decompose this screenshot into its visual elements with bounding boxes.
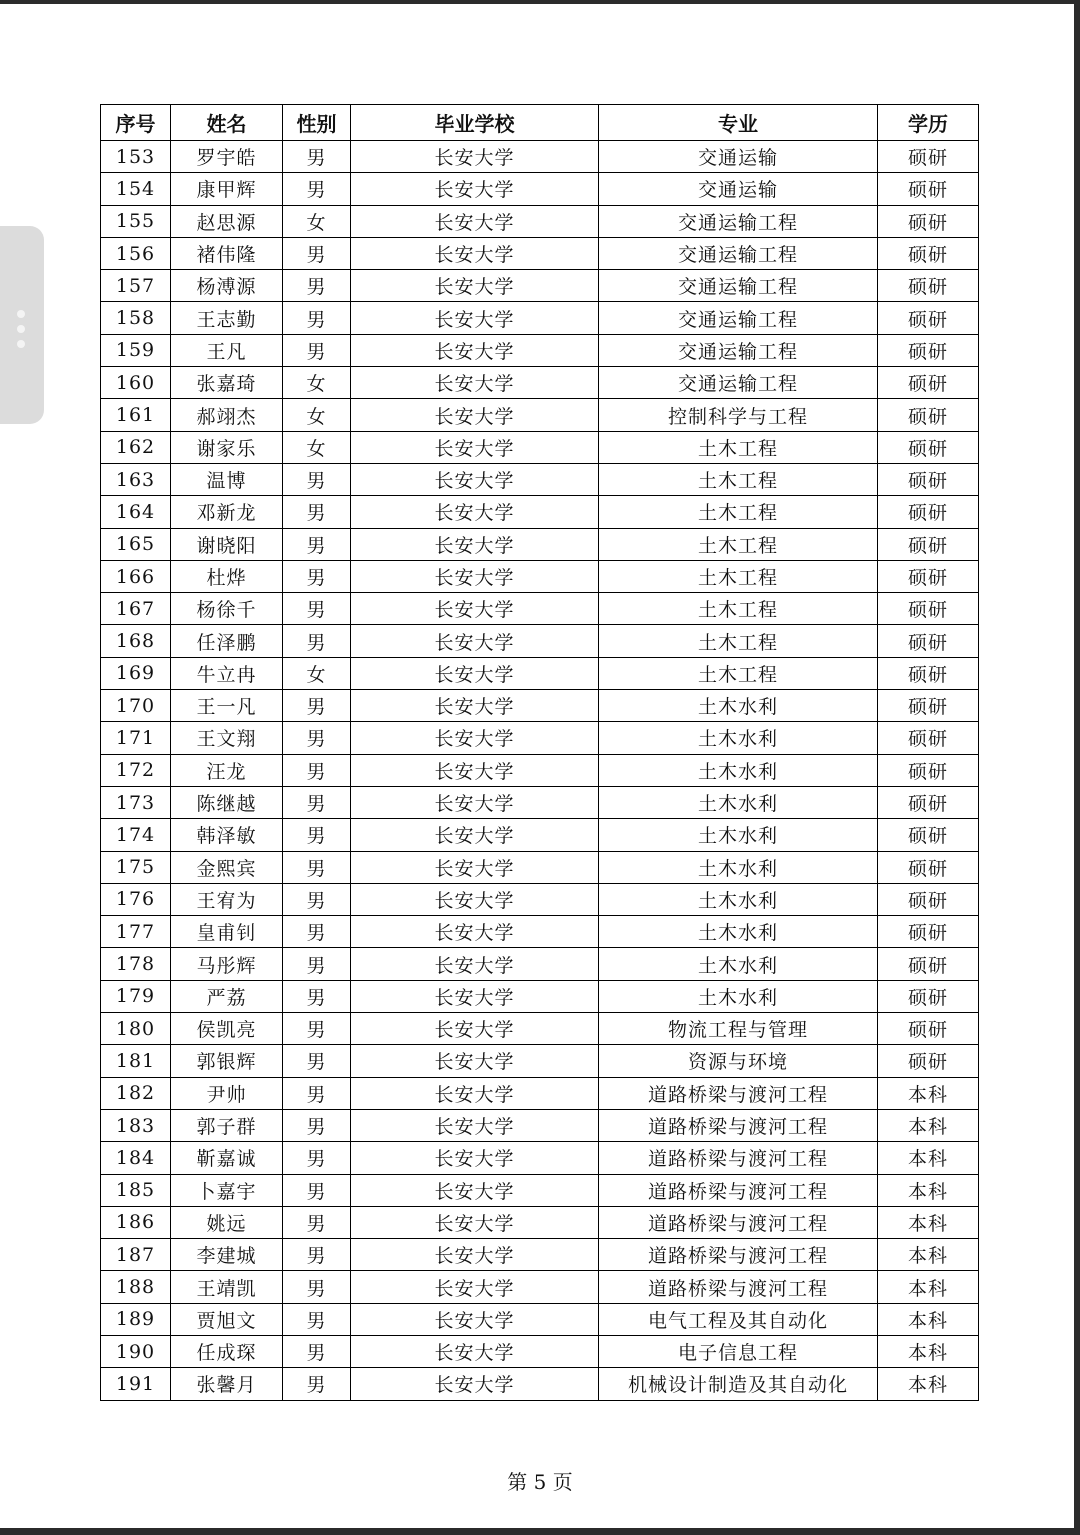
cell-gender: 男 (283, 302, 351, 334)
cell-name: 张嘉琦 (171, 367, 283, 399)
cell-gender: 男 (283, 722, 351, 754)
cell-degree: 硕研 (878, 334, 979, 366)
cell-major: 机械设计制造及其自动化 (599, 1368, 878, 1400)
cell-school: 长安大学 (351, 1174, 599, 1206)
cell-major: 道路桥梁与渡河工程 (599, 1109, 878, 1141)
table-row (101, 141, 979, 173)
cell-degree: 本科 (878, 1077, 979, 1109)
cell-name: 王文翔 (171, 722, 283, 754)
table-row (101, 560, 979, 592)
cell-gender: 男 (283, 1271, 351, 1303)
cell-name: 张馨月 (171, 1368, 283, 1400)
table-row (101, 883, 979, 915)
cell-index: 154 (101, 173, 171, 205)
cell-name: 杜烨 (171, 560, 283, 592)
cell-index: 153 (101, 141, 171, 173)
cell-degree: 硕研 (878, 1013, 979, 1045)
cell-school: 长安大学 (351, 593, 599, 625)
cell-index: 190 (101, 1335, 171, 1367)
table-row (101, 1077, 979, 1109)
cell-gender: 女 (283, 657, 351, 689)
cell-major: 土木工程 (599, 463, 878, 495)
cell-school: 长安大学 (351, 657, 599, 689)
cell-school: 长安大学 (351, 819, 599, 851)
cell-degree: 硕研 (878, 141, 979, 173)
cell-school: 长安大学 (351, 1368, 599, 1400)
cell-index: 159 (101, 334, 171, 366)
cell-gender: 男 (283, 1045, 351, 1077)
cell-school: 长安大学 (351, 1109, 599, 1141)
cell-major: 交通运输工程 (599, 367, 878, 399)
cell-gender: 男 (283, 1013, 351, 1045)
cell-gender: 男 (283, 1368, 351, 1400)
cell-major: 交通运输工程 (599, 302, 878, 334)
cell-degree: 硕研 (878, 657, 979, 689)
table-row (101, 657, 979, 689)
cell-degree: 硕研 (878, 1045, 979, 1077)
cell-name: 皇甫钊 (171, 916, 283, 948)
cell-major: 土木水利 (599, 722, 878, 754)
table-row (101, 1239, 979, 1271)
cell-gender: 男 (283, 1239, 351, 1271)
cell-gender: 男 (283, 1303, 351, 1335)
table-row (101, 1142, 979, 1174)
cell-school: 长安大学 (351, 948, 599, 980)
cell-index: 178 (101, 948, 171, 980)
cell-gender: 男 (283, 1142, 351, 1174)
cell-major: 交通运输工程 (599, 237, 878, 269)
cell-index: 188 (101, 1271, 171, 1303)
cell-gender: 男 (283, 463, 351, 495)
cell-degree: 硕研 (878, 173, 979, 205)
cell-school: 长安大学 (351, 786, 599, 818)
cell-degree: 硕研 (878, 819, 979, 851)
cell-major: 土木水利 (599, 754, 878, 786)
table-row (101, 690, 979, 722)
cell-school: 长安大学 (351, 173, 599, 205)
cell-degree: 硕研 (878, 431, 979, 463)
cell-degree: 本科 (878, 1206, 979, 1238)
cell-name: 王宥为 (171, 883, 283, 915)
cell-name: 任泽鹏 (171, 625, 283, 657)
cell-gender: 男 (283, 948, 351, 980)
cell-major: 交通运输 (599, 141, 878, 173)
cell-index: 187 (101, 1239, 171, 1271)
cell-gender: 男 (283, 528, 351, 560)
cell-gender: 女 (283, 399, 351, 431)
cell-gender: 男 (283, 1335, 351, 1367)
cell-major: 土木水利 (599, 980, 878, 1012)
cell-gender: 男 (283, 141, 351, 173)
cell-major: 电子信息工程 (599, 1335, 878, 1367)
table-row (101, 270, 979, 302)
cell-gender: 男 (283, 1109, 351, 1141)
cell-school: 长安大学 (351, 431, 599, 463)
cell-index: 167 (101, 593, 171, 625)
cell-name: 马彤辉 (171, 948, 283, 980)
document-page (0, 4, 1074, 1528)
cell-name: 陈继越 (171, 786, 283, 818)
cell-index: 161 (101, 399, 171, 431)
cell-gender: 女 (283, 205, 351, 237)
cell-school: 长安大学 (351, 1045, 599, 1077)
cell-name: 谢晓阳 (171, 528, 283, 560)
cell-major: 土木水利 (599, 916, 878, 948)
cell-name: 杨溥源 (171, 270, 283, 302)
cell-degree: 硕研 (878, 367, 979, 399)
cell-gender: 男 (283, 270, 351, 302)
cell-name: 尹帅 (171, 1077, 283, 1109)
cell-major: 交通运输 (599, 173, 878, 205)
side-panel-handle[interactable] (0, 226, 44, 424)
cell-major: 道路桥梁与渡河工程 (599, 1077, 878, 1109)
cell-index: 177 (101, 916, 171, 948)
cell-major: 电气工程及其自动化 (599, 1303, 878, 1335)
table-row (101, 754, 979, 786)
cell-school: 长安大学 (351, 1142, 599, 1174)
cell-gender: 男 (283, 1174, 351, 1206)
table-row (101, 205, 979, 237)
cell-school: 长安大学 (351, 625, 599, 657)
cell-school: 长安大学 (351, 270, 599, 302)
cell-index: 160 (101, 367, 171, 399)
cell-major: 土木水利 (599, 948, 878, 980)
cell-degree: 硕研 (878, 560, 979, 592)
table-row (101, 819, 979, 851)
cell-school: 长安大学 (351, 560, 599, 592)
cell-gender: 男 (283, 173, 351, 205)
header-gender: 性别 (283, 105, 351, 141)
cell-degree: 硕研 (878, 690, 979, 722)
cell-name: 郭子群 (171, 1109, 283, 1141)
cell-school: 长安大学 (351, 496, 599, 528)
cell-major: 土木工程 (599, 625, 878, 657)
cell-major: 道路桥梁与渡河工程 (599, 1174, 878, 1206)
cell-degree: 硕研 (878, 625, 979, 657)
header-school: 毕业学校 (351, 105, 599, 141)
cell-name: 杨徐千 (171, 593, 283, 625)
cell-index: 162 (101, 431, 171, 463)
cell-gender: 男 (283, 1077, 351, 1109)
table-header-row (101, 105, 979, 141)
cell-degree: 硕研 (878, 302, 979, 334)
cell-gender: 女 (283, 431, 351, 463)
cell-index: 168 (101, 625, 171, 657)
cell-name: 李建城 (171, 1239, 283, 1271)
cell-index: 182 (101, 1077, 171, 1109)
cell-index: 186 (101, 1206, 171, 1238)
cell-major: 交通运输工程 (599, 205, 878, 237)
cell-index: 163 (101, 463, 171, 495)
cell-major: 土木工程 (599, 657, 878, 689)
cell-major: 土木水利 (599, 786, 878, 818)
cell-degree: 硕研 (878, 399, 979, 431)
table-row (101, 1045, 979, 1077)
cell-index: 179 (101, 980, 171, 1012)
cell-school: 长安大学 (351, 1206, 599, 1238)
page-number: 第 5 页 (507, 1470, 573, 1494)
cell-degree: 硕研 (878, 786, 979, 818)
cell-school: 长安大学 (351, 334, 599, 366)
table-row (101, 496, 979, 528)
cell-gender: 男 (283, 883, 351, 915)
table-row (101, 1303, 979, 1335)
cell-index: 157 (101, 270, 171, 302)
cell-major: 土木工程 (599, 593, 878, 625)
header-index: 序号 (101, 105, 171, 141)
cell-index: 191 (101, 1368, 171, 1400)
cell-major: 物流工程与管理 (599, 1013, 878, 1045)
header-name: 姓名 (171, 105, 283, 141)
cell-name: 康甲辉 (171, 173, 283, 205)
cell-name: 金熙宾 (171, 851, 283, 883)
cell-index: 189 (101, 1303, 171, 1335)
cell-major: 土木水利 (599, 819, 878, 851)
cell-name: 王凡 (171, 334, 283, 366)
cell-index: 156 (101, 237, 171, 269)
cell-degree: 本科 (878, 1303, 979, 1335)
cell-gender: 男 (283, 754, 351, 786)
cell-name: 王靖凯 (171, 1271, 283, 1303)
cell-degree: 硕研 (878, 948, 979, 980)
cell-major: 土木水利 (599, 851, 878, 883)
cell-degree: 本科 (878, 1368, 979, 1400)
cell-degree: 硕研 (878, 205, 979, 237)
cell-name: 郝翊杰 (171, 399, 283, 431)
cell-name: 卜嘉宇 (171, 1174, 283, 1206)
cell-school: 长安大学 (351, 1303, 599, 1335)
cell-name: 邓新龙 (171, 496, 283, 528)
cell-school: 长安大学 (351, 463, 599, 495)
cell-school: 长安大学 (351, 754, 599, 786)
cell-major: 控制科学与工程 (599, 399, 878, 431)
cell-gender: 男 (283, 916, 351, 948)
table-row (101, 1174, 979, 1206)
cell-school: 长安大学 (351, 205, 599, 237)
cell-major: 道路桥梁与渡河工程 (599, 1206, 878, 1238)
cell-name: 贾旭文 (171, 1303, 283, 1335)
table-row (101, 463, 979, 495)
cell-index: 166 (101, 560, 171, 592)
cell-degree: 硕研 (878, 883, 979, 915)
cell-index: 173 (101, 786, 171, 818)
cell-major: 土木水利 (599, 690, 878, 722)
cell-name: 牛立冉 (171, 657, 283, 689)
table-row (101, 625, 979, 657)
cell-gender: 男 (283, 690, 351, 722)
table-row (101, 173, 979, 205)
cell-degree: 本科 (878, 1239, 979, 1271)
cell-gender: 男 (283, 851, 351, 883)
table-row (101, 367, 979, 399)
cell-gender: 男 (283, 496, 351, 528)
cell-index: 180 (101, 1013, 171, 1045)
cell-index: 170 (101, 690, 171, 722)
cell-school: 长安大学 (351, 1335, 599, 1367)
cell-major: 资源与环境 (599, 1045, 878, 1077)
cell-name: 靳嘉诚 (171, 1142, 283, 1174)
cell-school: 长安大学 (351, 1239, 599, 1271)
table-row (101, 948, 979, 980)
cell-gender: 男 (283, 980, 351, 1012)
cell-degree: 本科 (878, 1142, 979, 1174)
table-row (101, 1271, 979, 1303)
table-row (101, 1335, 979, 1367)
cell-degree: 硕研 (878, 980, 979, 1012)
table-row (101, 593, 979, 625)
cell-degree: 硕研 (878, 496, 979, 528)
cell-gender: 男 (283, 1206, 351, 1238)
cell-name: 任成琛 (171, 1335, 283, 1367)
cell-gender: 男 (283, 625, 351, 657)
cell-school: 长安大学 (351, 302, 599, 334)
cell-school: 长安大学 (351, 722, 599, 754)
table-body (101, 141, 979, 1401)
cell-name: 温博 (171, 463, 283, 495)
cell-name: 姚远 (171, 1206, 283, 1238)
cell-gender: 男 (283, 593, 351, 625)
cell-major: 土木工程 (599, 560, 878, 592)
cell-degree: 硕研 (878, 593, 979, 625)
cell-school: 长安大学 (351, 141, 599, 173)
cell-major: 道路桥梁与渡河工程 (599, 1271, 878, 1303)
cell-index: 174 (101, 819, 171, 851)
cell-name: 郭银辉 (171, 1045, 283, 1077)
cell-index: 164 (101, 496, 171, 528)
cell-major: 土木工程 (599, 431, 878, 463)
cell-degree: 硕研 (878, 722, 979, 754)
table-row (101, 916, 979, 948)
cell-school: 长安大学 (351, 399, 599, 431)
cell-degree: 本科 (878, 1109, 979, 1141)
cell-degree: 硕研 (878, 754, 979, 786)
cell-school: 长安大学 (351, 1013, 599, 1045)
cell-index: 185 (101, 1174, 171, 1206)
cell-degree: 硕研 (878, 916, 979, 948)
cell-degree: 硕研 (878, 270, 979, 302)
cell-school: 长安大学 (351, 528, 599, 560)
cell-name: 王一凡 (171, 690, 283, 722)
cell-name: 罗宇皓 (171, 141, 283, 173)
header-major: 专业 (599, 105, 878, 141)
cell-name: 严荔 (171, 980, 283, 1012)
cell-index: 175 (101, 851, 171, 883)
cell-major: 土木工程 (599, 528, 878, 560)
cell-degree: 硕研 (878, 528, 979, 560)
cell-index: 181 (101, 1045, 171, 1077)
table-row (101, 334, 979, 366)
cell-school: 长安大学 (351, 690, 599, 722)
table-row (101, 1368, 979, 1400)
cell-school: 长安大学 (351, 916, 599, 948)
table-row (101, 980, 979, 1012)
cell-major: 道路桥梁与渡河工程 (599, 1142, 878, 1174)
table-row (101, 399, 979, 431)
cell-index: 184 (101, 1142, 171, 1174)
header-degree: 学历 (878, 105, 979, 141)
cell-major: 交通运输工程 (599, 334, 878, 366)
table-row (101, 237, 979, 269)
cell-school: 长安大学 (351, 1271, 599, 1303)
cell-gender: 男 (283, 560, 351, 592)
cell-gender: 男 (283, 786, 351, 818)
cell-name: 赵思源 (171, 205, 283, 237)
table-row (101, 851, 979, 883)
cell-major: 道路桥梁与渡河工程 (599, 1239, 878, 1271)
cell-index: 172 (101, 754, 171, 786)
cell-gender: 男 (283, 237, 351, 269)
table-row (101, 528, 979, 560)
cell-school: 长安大学 (351, 883, 599, 915)
cell-index: 176 (101, 883, 171, 915)
table-row (101, 431, 979, 463)
cell-degree: 本科 (878, 1335, 979, 1367)
cell-name: 王志勤 (171, 302, 283, 334)
cell-major: 土木工程 (599, 496, 878, 528)
cell-major: 交通运输工程 (599, 270, 878, 302)
table-row (101, 786, 979, 818)
cell-school: 长安大学 (351, 367, 599, 399)
cell-index: 155 (101, 205, 171, 237)
table-row (101, 302, 979, 334)
cell-school: 长安大学 (351, 980, 599, 1012)
cell-name: 谢家乐 (171, 431, 283, 463)
cell-gender: 男 (283, 819, 351, 851)
cell-school: 长安大学 (351, 1077, 599, 1109)
table-row (101, 722, 979, 754)
cell-index: 169 (101, 657, 171, 689)
cell-degree: 本科 (878, 1271, 979, 1303)
cell-degree: 硕研 (878, 851, 979, 883)
table-row (101, 1013, 979, 1045)
cell-index: 171 (101, 722, 171, 754)
cell-name: 褚伟隆 (171, 237, 283, 269)
cell-index: 183 (101, 1109, 171, 1141)
table-row (101, 1109, 979, 1141)
cell-school: 长安大学 (351, 851, 599, 883)
cell-index: 165 (101, 528, 171, 560)
cell-gender: 女 (283, 367, 351, 399)
cell-name: 汪龙 (171, 754, 283, 786)
cell-index: 158 (101, 302, 171, 334)
cell-school: 长安大学 (351, 237, 599, 269)
roster-table (100, 104, 979, 1401)
cell-gender: 男 (283, 334, 351, 366)
table-row (101, 1206, 979, 1238)
cell-degree: 硕研 (878, 463, 979, 495)
cell-degree: 硕研 (878, 237, 979, 269)
cell-degree: 本科 (878, 1174, 979, 1206)
cell-major: 土木水利 (599, 883, 878, 915)
cell-name: 侯凯亮 (171, 1013, 283, 1045)
cell-name: 韩泽敏 (171, 819, 283, 851)
